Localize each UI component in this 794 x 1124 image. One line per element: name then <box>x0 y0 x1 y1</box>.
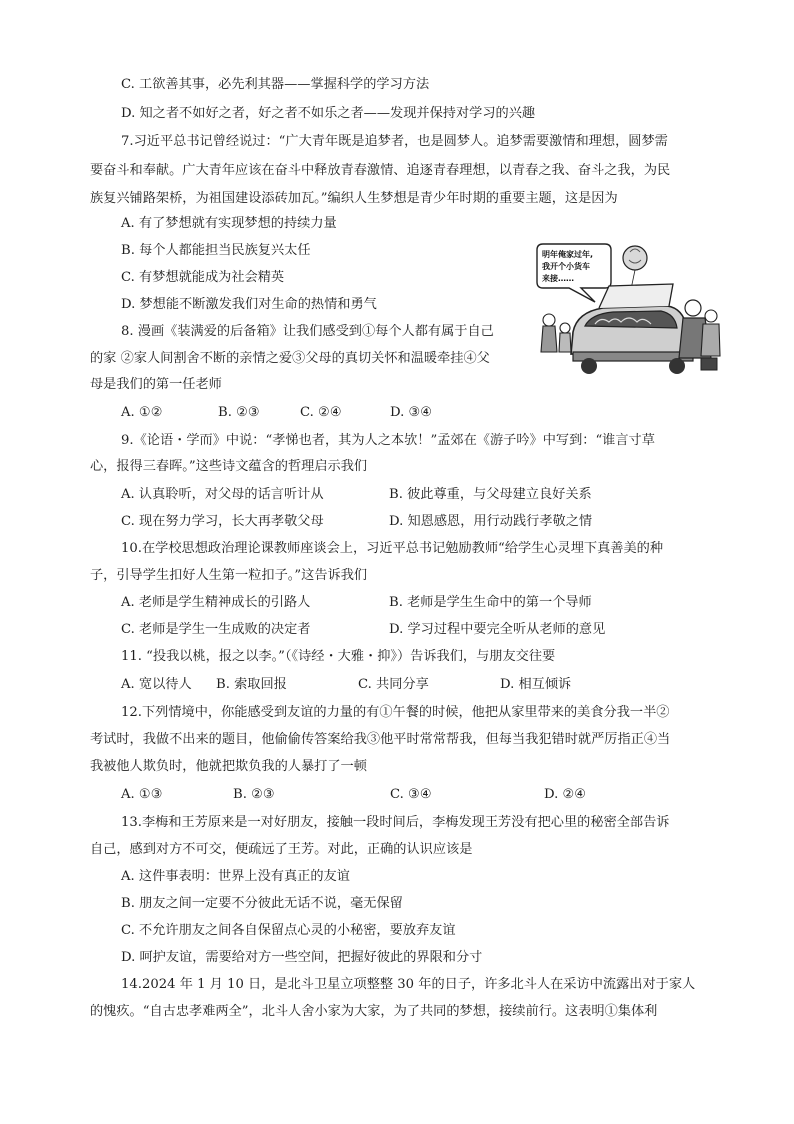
q9-stem-line-1: 9.《论语・学而》中说：“孝悌也者，其为人之本欤！”孟郊在《游子吟》中写到：“谁言寸草 <box>121 433 655 448</box>
speech-text-line-2: 我开个小货车 <box>542 262 590 271</box>
q13-stem-line-1: 13.李梅和王芳原来是一对好朋友，接触一段时间后，李梅发现王芳没有把心里的秘密全部告诉 <box>121 815 670 830</box>
q8-cartoon-image <box>533 240 721 382</box>
q11-option-a: A. 宽以待人 <box>121 677 192 692</box>
q10-option-c: C. 老师是学生一生成败的决定者 <box>121 622 311 637</box>
q9-option-c: C. 现在努力学习，长大再孝敬父母 <box>121 514 324 529</box>
q13-option-a: A. 这件事表明：世界上没有真正的友谊 <box>121 869 350 884</box>
q12-stem-line-1: 12.下列情境中，你能感受到友谊的力量的有①午餐的时候，他把从家里带来的美食分我一半② <box>121 705 670 720</box>
q13-option-b: B. 朋友之间一定要不分彼此无话不说，毫无保留 <box>121 896 403 911</box>
q8-option-d: D. ③④ <box>390 405 433 420</box>
q12-option-d: D. ②④ <box>544 787 587 802</box>
q10-stem-line-1: 10.在学校思想政治理论课教师座谈会上，习近平总书记勉励教师“给学生心灵埋下真善美的种 <box>121 541 664 556</box>
q14-stem-line-1: 14.2024 年 1 月 10 日，是北斗卫星立项整整 30 年的日子，许多北斗人在采访中流露出对于家人 <box>121 977 696 992</box>
q8-option-b: B. ②③ <box>218 405 260 420</box>
q13-option-d: D. 呵护友谊，需要给对方一些空间，把握好彼此的界限和分寸 <box>121 950 483 965</box>
q11-option-b: B. 索取回报 <box>216 677 287 692</box>
q13-option-c: C. 不允许朋友之间各自保留点心灵的小秘密，要放弃友谊 <box>121 923 456 938</box>
q7-stem-line-3: 族复兴铺路架桥，为祖国建设添砖加瓦。”编织人生梦想是青少年时期的重要主题，这是因为 <box>90 191 618 206</box>
q12-stem-line-3: 我被他人欺负时，他就把欺负我的人暴打了一顿 <box>90 759 367 774</box>
q7-stem-line-2: 要奋斗和奉献。广大青年应该在奋斗中释放青春激情、追逐青春理想，以青春之我、奋斗之我，为民 <box>90 163 671 178</box>
q10-option-a: A. 老师是学生精神成长的引路人 <box>121 595 311 610</box>
q6-option-d: D. 知之者不如好之者，好之者不如乐之者——发现并保持对学习的兴趣 <box>121 106 536 121</box>
q12-option-a: A. ①③ <box>121 787 163 802</box>
q13-stem-line-2: 自己，感到对方不可交，便疏远了王芳。对此，正确的认识应该是 <box>90 842 473 857</box>
q9-stem-line-2: 心，报得三春晖。”这些诗文蕴含的哲理启示我们 <box>90 459 368 474</box>
speech-text-line-3: 来接…… <box>542 274 574 283</box>
q10-stem-line-2: 子，引导学生扣好人生第一粒扣子。”这告诉我们 <box>90 568 368 583</box>
q9-option-d: D. 知恩感恩，用行动践行孝敬之情 <box>389 514 593 529</box>
q11-option-d: D. 相互倾诉 <box>500 677 572 692</box>
q12-stem-line-2: 考试时，我做不出来的题目，他偷偷传答案给我③他平时常常帮我，但每当我犯错时就严厉指正④当 <box>90 732 671 747</box>
q7-option-c: C. 有梦想就能成为社会精英 <box>121 270 285 285</box>
q8-option-a: A. ①② <box>121 405 163 420</box>
q10-option-b: B. 老师是学生生命中的第一个导师 <box>389 595 592 610</box>
q12-option-c: C. ③④ <box>390 787 432 802</box>
speech-text-line-1: 明年俺家过年, <box>542 250 594 259</box>
q12-option-b: B. ②③ <box>233 787 275 802</box>
q8-option-c: C. ②④ <box>300 405 342 420</box>
q11-stem: 11. “投我以桃，报之以李。”（《诗经・大雅・抑》）告诉我们，与朋友交往要 <box>121 649 556 664</box>
q9-option-b: B. 彼此尊重，与父母建立良好关系 <box>389 487 592 502</box>
q6-option-c: C. 工欲善其事，必先利其器——掌握科学的学习方法 <box>121 77 430 92</box>
q14-stem-line-2: 的愧疚。“自古忠孝难两全”，北斗人舍小家为大家，为了共同的梦想，接续前行。这表明①集体利 <box>90 1004 658 1019</box>
q10-option-d: D. 学习过程中要完全听从老师的意见 <box>389 622 606 637</box>
q8-stem-line-2: 的家 ②家人间割舍不断的亲情之爱③父母的真切关怀和温暖牵挂④父 <box>90 351 490 366</box>
q7-option-a: A. 有了梦想就有实现梦想的持续力量 <box>121 216 337 231</box>
q7-stem-line-1: 7.习近平总书记曾经说过：“广大青年既是追梦者，也是圆梦人。追梦需要激情和理想，圆梦需 <box>121 134 668 149</box>
q7-option-b: B. 每个人都能担当民族复兴太任 <box>121 243 311 258</box>
q9-option-a: A. 认真聆听，对父母的话言听计从 <box>121 487 324 502</box>
q8-stem-line-3: 母是我们的第一任老师 <box>90 377 222 392</box>
q7-option-d: D. 梦想能不断激发我们对生命的热情和勇气 <box>121 297 377 312</box>
q8-stem-line-1: 8. 漫画《装满爱的后备箱》让我们感受到①每个人都有属于自己 <box>121 324 494 339</box>
q11-option-c: C. 共同分享 <box>358 677 429 692</box>
